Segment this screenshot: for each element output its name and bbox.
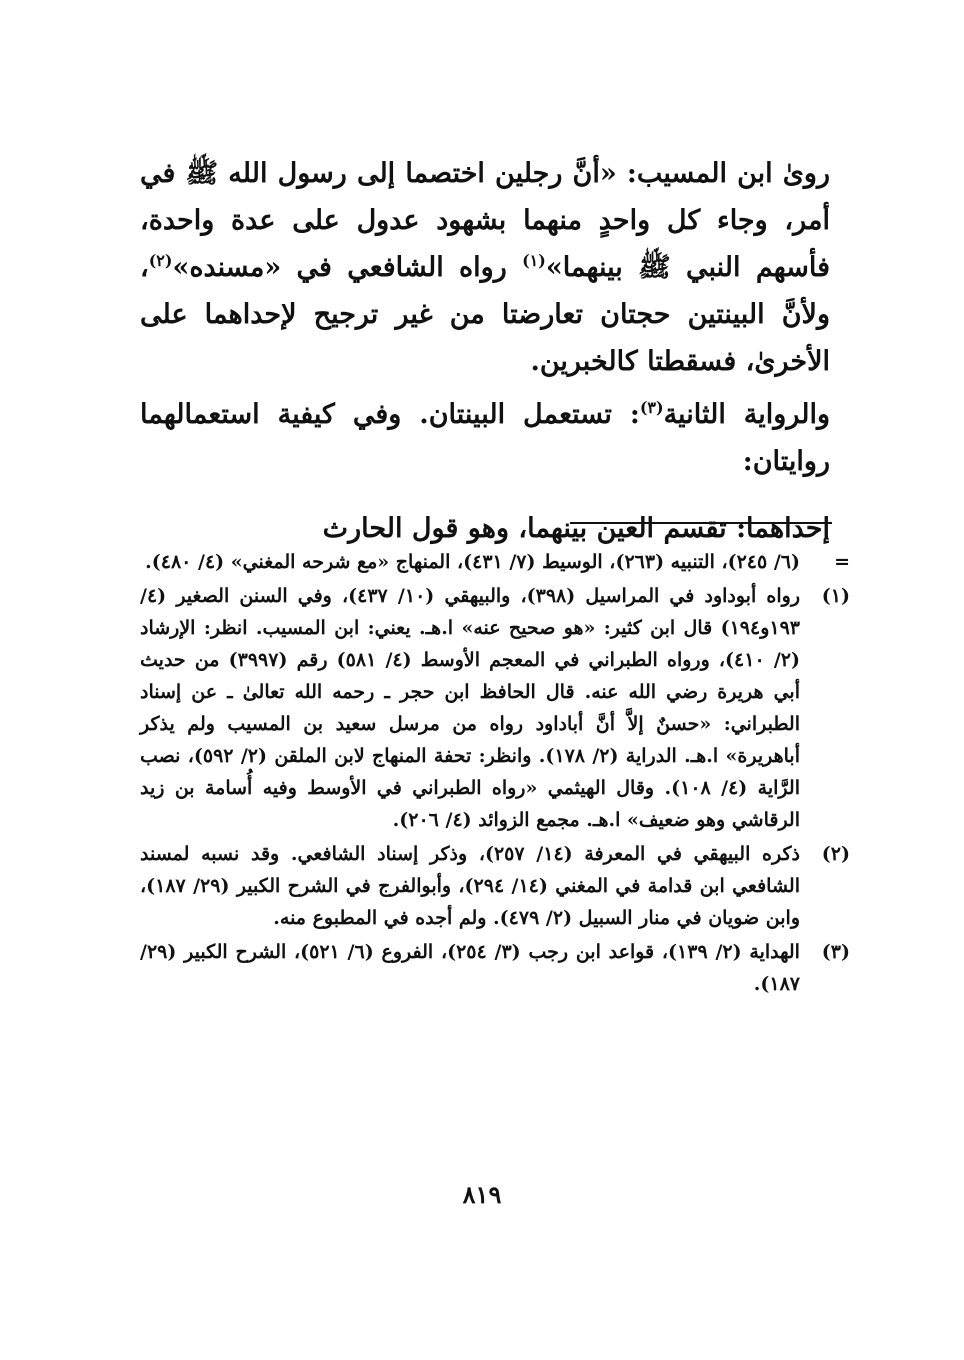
footnote-1 (140, 580, 850, 836)
paragraph-1 (140, 150, 830, 385)
footnote-2 (140, 838, 850, 934)
footnote-divider (570, 522, 832, 524)
footnote-text: رواه أبوداود في المراسيل (٣٩٨)، والبيهقي (١٠/ ٤٣٧)، وفي السنن الصغير (٤/ ١٩٣و١٩٤) قال ابن كثير: «هو صحيح عنه» ا.هـ. يعني: ابن المسيب. انظر: الإرشاد (٢/ ٤١٠)، ورواه الطبراني في المعجم الأوسط (٤/ ٥٨١) رقم (٣٩٩٧) من حديث أبي هريرة رضي الله عنه. قال الحافظ ابن حجر ـ رحمه الله تعالىٰ ـ عن إسناد الطبراني: «حسنٌ إلاَّ أنَّ أباداود رواه من مرسل سعيد بن المسيب ولم يذكر أباهريرة» ا.هـ. الدراية (٢/ ١٧٨). وانظر: تحفة المنهاج لابن الملقن (٢/ ٥٩٢)، نصب الرَّاية (٤/ ١٠٨). وقال الهيثمي «رواه الطبراني في الأوسط وفيه أُسامة بن زيد الرقاشي وهو ضعيف» ا.هـ. مجمع الزوائد (٤/ ٢٠٦). (140, 585, 800, 831)
footnote-3 (140, 936, 850, 1000)
footnote-continued (140, 546, 850, 578)
paragraph-1-text-2: رواه الشافعي في «مسنده» (172, 252, 523, 283)
footnote-mark: (٣) (821, 941, 850, 963)
paragraph-2-text-2: : تستعمل البينتان. وفي كيفية استعمالهما روايتان: (140, 399, 830, 477)
page-number: ٨١٩ (462, 1180, 502, 1209)
footnote-ref-1[interactable]: (١) (522, 251, 546, 270)
footnote-text: ذكره البيهقي في المعرفة (١٤/ ٢٥٧)، وذكر إسناد الشافعي. وقد نسبه لمسند الشافعي ابن قدامة في المغني (١٤/ ٢٩٤)، وأبوالفرج في الشرح الكبير (٢٩/ ١٨٧)، وابن ضويان في منار السبيل (٢/ ٤٧٩). ولم أجده في المطبوع منه. (140, 843, 800, 929)
footnotes-section (140, 546, 850, 1002)
paragraph-3 (140, 505, 830, 552)
paragraph-2 (140, 391, 830, 485)
footnote-ref-2[interactable]: (٢) (148, 251, 173, 270)
paragraph-1-text: رویٰ ابن المسيب: «أنَّ رجلين اختصما إلى رسول الله ﷺ في أمر، وجاء كل واحدٍ منهما بشهود عدول على عدة واحدة، فأسهم النبي ﷺ بينهما» (140, 158, 830, 283)
main-text-block (140, 150, 830, 552)
footnote-mark: = (834, 551, 850, 573)
footnote-mark: (١) (821, 585, 850, 607)
footnote-ref-3[interactable]: (٣) (639, 398, 664, 417)
paragraph-1-text-3: ، ولأنَّ البينتين حجتان تعارضتا من غير ترجيح لإحداهما على الأخرىٰ، فسقطتا كالخبرين. (140, 252, 830, 377)
footnote-mark: (٢) (821, 843, 850, 865)
paragraph-3-text: إحداهما: تقسم العين بينهما، وهو قول الحارث (322, 513, 830, 544)
paragraph-2-text: والرواية الثانية (663, 399, 830, 430)
footnote-text: (٦/ ٢٤٥)، التنبيه (٢٦٣)، الوسيط (٧/ ٤٣١)، المنهاج «مع شرحه المغني» (٤/ ٤٨٠). (145, 551, 800, 573)
footnote-text: الهداية (٢/ ١٣٩)، قواعد ابن رجب (٣/ ٢٥٤)، الفروع (٦/ ٥٢١)، الشرح الكبير (٢٩/ ١٨٧). (140, 941, 800, 995)
